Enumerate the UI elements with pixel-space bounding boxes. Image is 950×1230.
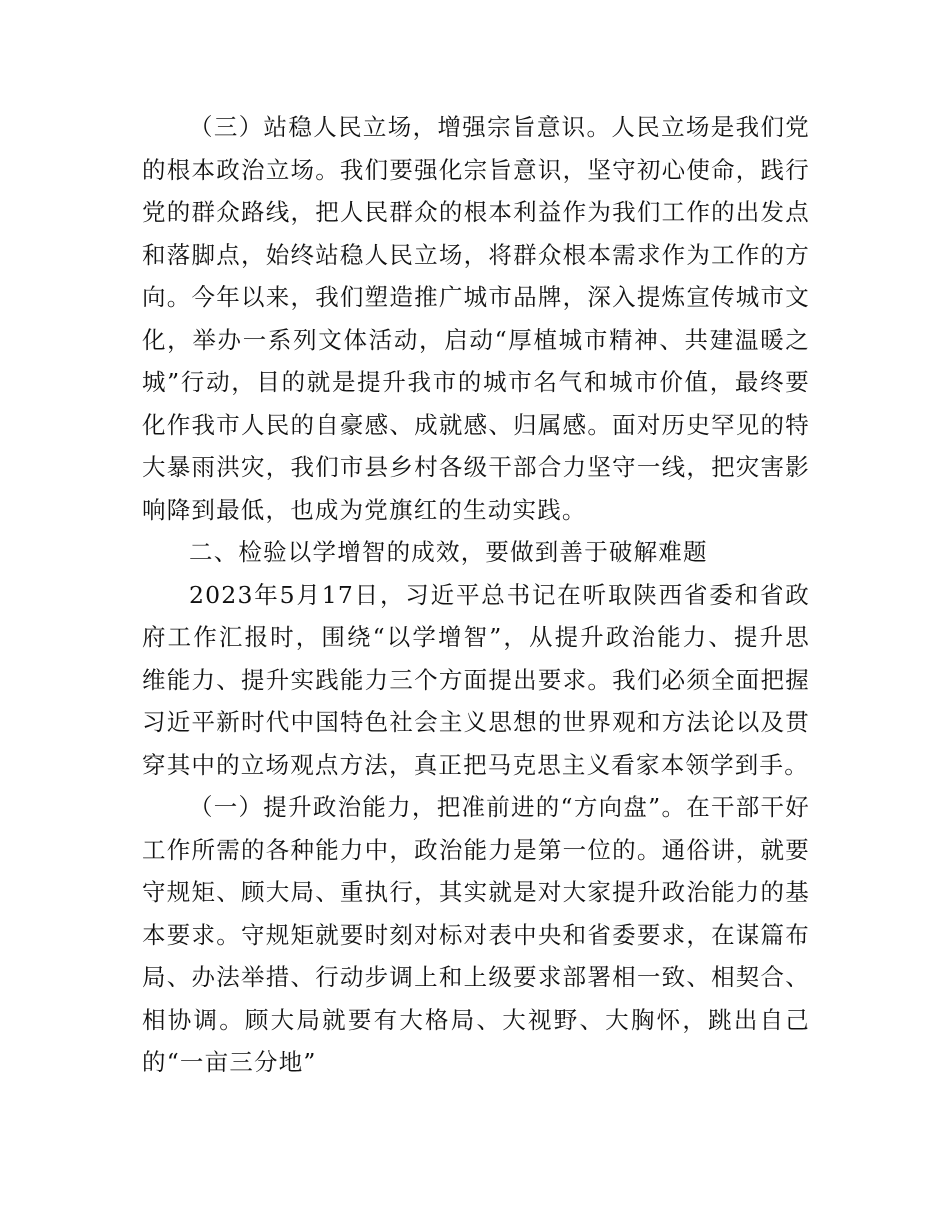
section-heading-two: 二、检验以学增智的成效，要做到善于破解难题 — [189, 538, 708, 566]
paragraph-people-stance: （三）站稳人民立场，增强宗旨意识。人民立场是我们党的根本政治立场。我们要强化宗旨意识，坚守初心使命，践行党的群众路线，把人民群众的根本利益作为我们工作的出发点和落脚点，始终站稳人民立场，将群众根本需求作为工作的方向。今年以来，我们塑造推广城市品牌，深入提炼宣传城市文化，举办一系列文体活动，启动“厚植城市精神、共建温暖之城”行动，目的就是提升我市的城市名气和城市价值，最终要化作我市人民的自豪感、成就感、归属感。面对历史罕见的特大暴雨洪灾，我们市县乡村各级干部合力坚守一线，把灾害影响降到最低，也成为党旗红的生动实践。 — [142, 113, 810, 524]
paragraph-political-ability: （一）提升政治能力，把准前进的“方向盘”。在干部干好工作所需的各种能力中，政治能力是第一位的。通俗讲，就要守规矩、顾大局、重执行，其实就是对大家提升政治能力的基本要求。守规矩就要时刻对标对表中央和省委要求，在谋篇布局、办法举措、行动步调上和上级要求部署相一致、相契合、相协调。顾大局就要有大格局、大视野、大胸怀，跳出自己的“一亩三分地” — [142, 793, 810, 1076]
document-body — [142, 106, 810, 1084]
paragraph-2023-speech: 2023年5月17日，习近平总书记在听取陕西省委和省政府工作汇报时，围绕“以学增智”，从提升政治能力、提升思维能力、提升实践能力三个方面提出要求。我们必须全面把握习近平新时代中国特色社会主义思想的世界观和方法论以及贯穿其中的立场观点方法，真正把马克思主义看家本领学到手。 — [142, 580, 810, 779]
